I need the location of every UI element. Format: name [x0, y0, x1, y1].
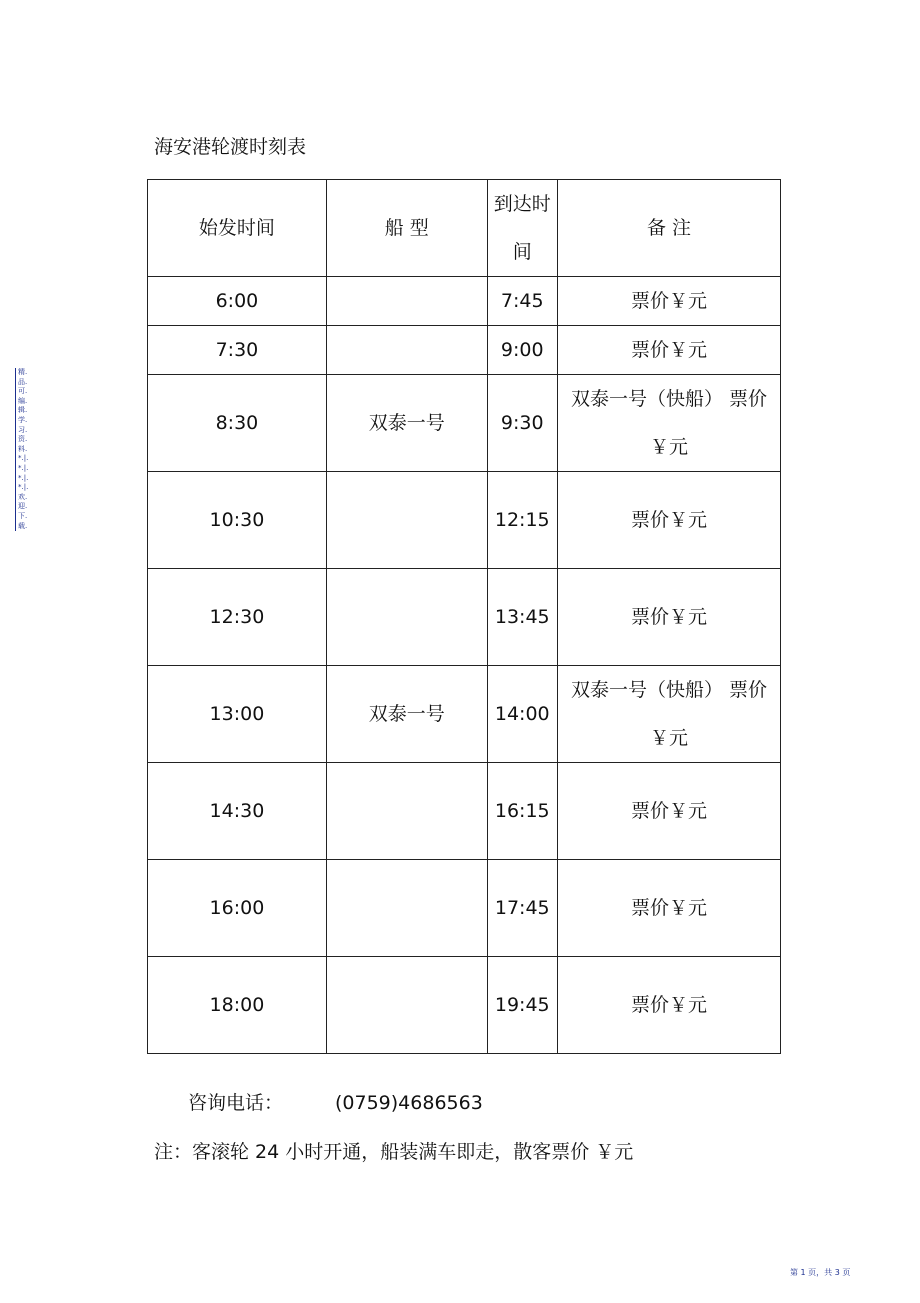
cell-note: 票价￥元: [557, 860, 780, 957]
cell-note: 票价￥元: [557, 569, 780, 666]
table-header-row: [148, 180, 781, 277]
cell-depart-time: 13:00: [148, 666, 327, 763]
cell-ship-type: [326, 569, 487, 666]
contact-phone: (0759)4686563: [335, 1092, 483, 1114]
cell-ship-type: [326, 763, 487, 860]
cell-arrive-time: 12:15: [487, 472, 557, 569]
cell-arrive-time: 19:45: [487, 957, 557, 1054]
table-row: [148, 860, 781, 957]
contact-line: [188, 1090, 483, 1116]
cell-note: 票价￥元: [557, 277, 780, 326]
header-notes: 备 注: [557, 180, 780, 277]
table-row: [148, 277, 781, 326]
cell-arrive-time: 14:00: [487, 666, 557, 763]
cell-depart-time: 10:30: [148, 472, 327, 569]
cell-note: 票价￥元: [557, 763, 780, 860]
cell-ship-type: [326, 860, 487, 957]
cell-arrive-time: 9:00: [487, 326, 557, 375]
cell-arrive-time: 16:15: [487, 763, 557, 860]
cell-arrive-time: 13:45: [487, 569, 557, 666]
cell-ship-type: 双泰一号: [326, 666, 487, 763]
table-row: [148, 569, 781, 666]
table-row: [148, 326, 781, 375]
cell-depart-time: 8:30: [148, 375, 327, 472]
header-depart-time: 始发时间: [148, 180, 327, 277]
cell-arrive-time: 17:45: [487, 860, 557, 957]
table-row: [148, 375, 781, 472]
cell-depart-time: 16:00: [148, 860, 327, 957]
cell-note: 票价￥元: [557, 957, 780, 1054]
table-row: [148, 957, 781, 1054]
cell-arrive-time: 9:30: [487, 375, 557, 472]
table-row: [148, 666, 781, 763]
cell-ship-type: 双泰一号: [326, 375, 487, 472]
cell-arrive-time: 7:45: [487, 277, 557, 326]
cell-ship-type: [326, 277, 487, 326]
table-row: [148, 472, 781, 569]
cell-ship-type: [326, 472, 487, 569]
header-ship-type: 船 型: [326, 180, 487, 277]
cell-ship-type: [326, 957, 487, 1054]
footnote: 注：客滚轮 24 小时开通，船装满车即走，散客票价 ￥元: [154, 1141, 634, 1163]
cell-depart-time: 14:30: [148, 763, 327, 860]
cell-depart-time: 6:00: [148, 277, 327, 326]
ferry-schedule-table: [147, 179, 781, 1054]
cell-note: 双泰一号（快船） 票价￥元: [557, 375, 780, 472]
table-row: [148, 763, 781, 860]
cell-depart-time: 7:30: [148, 326, 327, 375]
cell-note: 双泰一号（快船） 票价￥元: [557, 666, 780, 763]
cell-ship-type: [326, 326, 487, 375]
contact-label: 咨询电话：: [188, 1092, 284, 1114]
page-title: 海安港轮渡时刻表: [154, 136, 307, 158]
header-arrive-time: 到达时间: [487, 180, 557, 277]
cell-note: 票价￥元: [557, 472, 780, 569]
cell-note: 票价￥元: [557, 326, 780, 375]
cell-depart-time: 12:30: [148, 569, 327, 666]
side-watermark: 精.品.可.编.辑.学.习.资.料.*.|.*.|.*.|.*.|.欢.迎.下.载.: [15, 368, 32, 531]
cell-depart-time: 18:00: [148, 957, 327, 1054]
page-number: 第 1 页，共 3 页: [790, 1268, 851, 1277]
